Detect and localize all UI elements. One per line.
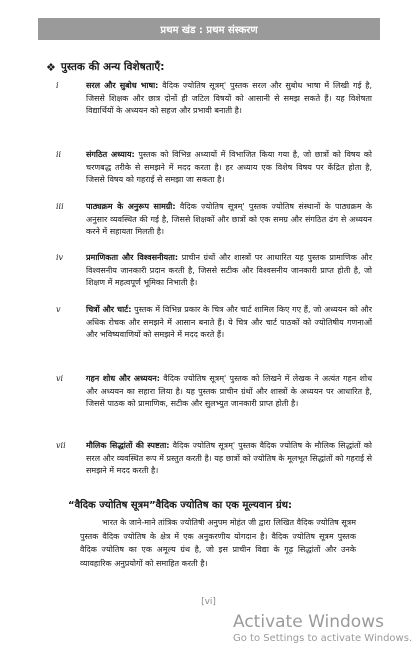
item-title: संगठित अध्याय: xyxy=(86,150,135,159)
item-body: वैदिक ज्योतिष सूत्रम्' पुस्तक वैदिक ज्योतिष के मौलिक सिद्धांतों को सरल और व्यवस्थित रूप में प्रस्तुत करती है। यह छात्रों को ज्योतिष के मूलभूत सिद्धांतों को गहराई से समझने में मदद करती है। xyxy=(86,441,372,476)
item-body: वैदिक ज्योतिष सूत्रम्' पुस्तक ज्योतिष संस्थानों के पाठ्यक्रम के अनुसार व्यवस्थित की गई है, जिससे शिक्षकों और छात्रों को एक समग्र और संगठित ढंग से अध्ययन करने में सहायता मिलती है। xyxy=(86,202,373,237)
item-number: iii xyxy=(56,202,64,211)
header-title: प्रथम खंड : प्रथम संस्करण xyxy=(160,25,258,36)
activate-windows-watermark xyxy=(233,612,412,646)
item-number: ii xyxy=(56,150,62,159)
list-item xyxy=(56,149,372,187)
closing-paragraph: भारत के जाने-माने तांत्रिक ज्योतिषी अनुपम मोहंत जी द्वारा लिखित वैदिक ज्योतिष सूत्रम पुस्तक वैदिक ज्योतिष के क्षेत्र में एक अनुकरणीय योगदान है। वैदिक ज्योतिष सूत्रम पुस्तक वैदिक ज्योतिष का एक अमूल्य ग्रंथ है, जो इस प्राचीन विद्या के गूढ़ सिद्धांतों और उनके व्यावहारिक अनुप्रयोगों को समाहित करती है। xyxy=(80,518,356,568)
list-item xyxy=(56,201,372,239)
item-body: पुस्तक को विभिन्न अध्यायों में विभाजित किया गया है, जो छात्रों को विषय को चरणबद्ध तरीके से समझने में मदद करता है। हर अध्याय एक विशेष विषय पर केंद्रित होता है, जिससे विषय को गहराई से समझा जा सकता है। xyxy=(86,150,372,185)
item-title: पाठ्यक्रम के अनुरूप सामग्री: xyxy=(86,202,176,211)
item-body: प्राचीन ग्रंथों और शास्त्रों पर आधारित यह पुस्तक प्रामाणिक और विश्वसनीय जानकारी प्रदान करती है, जिससे सटीक और विश्वसनीय जानकारी प्राप्त होती है, जो शिक्षण में महत्वपूर्ण भूमिका निभाती है। xyxy=(86,253,373,288)
section-heading-text: पुस्तक की अन्य विशेषताएँ: xyxy=(60,61,165,73)
list-item xyxy=(56,304,372,342)
item-number: i xyxy=(56,81,59,90)
item-title: प्रमाणिकता और विश्वसनीयता: xyxy=(86,253,179,262)
watermark-title: Activate Windows xyxy=(233,612,384,632)
item-title: मौलिक सिद्धांतों की स्पष्टता: xyxy=(86,441,170,450)
list-item xyxy=(56,440,372,478)
watermark-subtitle: Go to Settings to activate Windows. xyxy=(233,633,413,644)
page-number: [vi] xyxy=(201,597,216,607)
item-body: पुस्तक में विभिन्न प्रकार के चित्र और चार्ट शामिल किए गए हैं, जो अध्ययन को और अधिक रोचक और समझने में आसान बनाते हैं। ये चित्र और चार्ट पाठकों को ज्योतिषीय गणनाओं और भविष्यवाणियों को समझने में मदद करते हैं। xyxy=(86,305,372,340)
item-body: वैदिक ज्योतिष सूत्रम्' पुस्तक को लिखने में लेखक ने अत्यंत गहन शोध और अध्ययन का सहारा लिया है। यह पुस्तक प्राचीन ग्रंथों और शास्त्रों के अध्ययन पर आधारित है, जिससे पाठक को प्रामाणिक, सटीक और सुलभ्युत जानकारी प्राप्त होती है। xyxy=(86,374,372,409)
item-number: vi xyxy=(56,374,64,383)
list-item xyxy=(56,252,372,290)
item-title: गहन शोध और अध्ययन: xyxy=(86,374,160,383)
list-item xyxy=(56,80,372,118)
diamond-bullet-icon: ❖ xyxy=(46,60,56,74)
section-heading xyxy=(46,60,164,74)
item-number: iv xyxy=(56,253,64,262)
item-number: v xyxy=(56,305,61,314)
item-title: सरल और सुबोध भाषा: xyxy=(86,81,159,90)
item-title: चित्रों और चार्ट: xyxy=(86,305,132,314)
sub-heading: “वैदिक ज्योतिष सूत्रम”वैदिक ज्योतिष का एक मूल्यवान ग्रंथ: xyxy=(68,500,292,511)
item-number: vii xyxy=(56,441,66,450)
list-item xyxy=(56,373,372,411)
section-header-bar xyxy=(38,18,380,40)
item-body: वैदिक ज्योतिष सूत्रम्' पुस्तक सरल और सुबोध भाषा में लिखी गई है, जिससे शिक्षक और छात्र दोनों ही जटिल विषयों को आसानी से समझ सकते हैं। यह विशेषता विद्यार्थियों के अध्ययन को सहज और प्रभावी बनाती है। xyxy=(86,81,372,116)
